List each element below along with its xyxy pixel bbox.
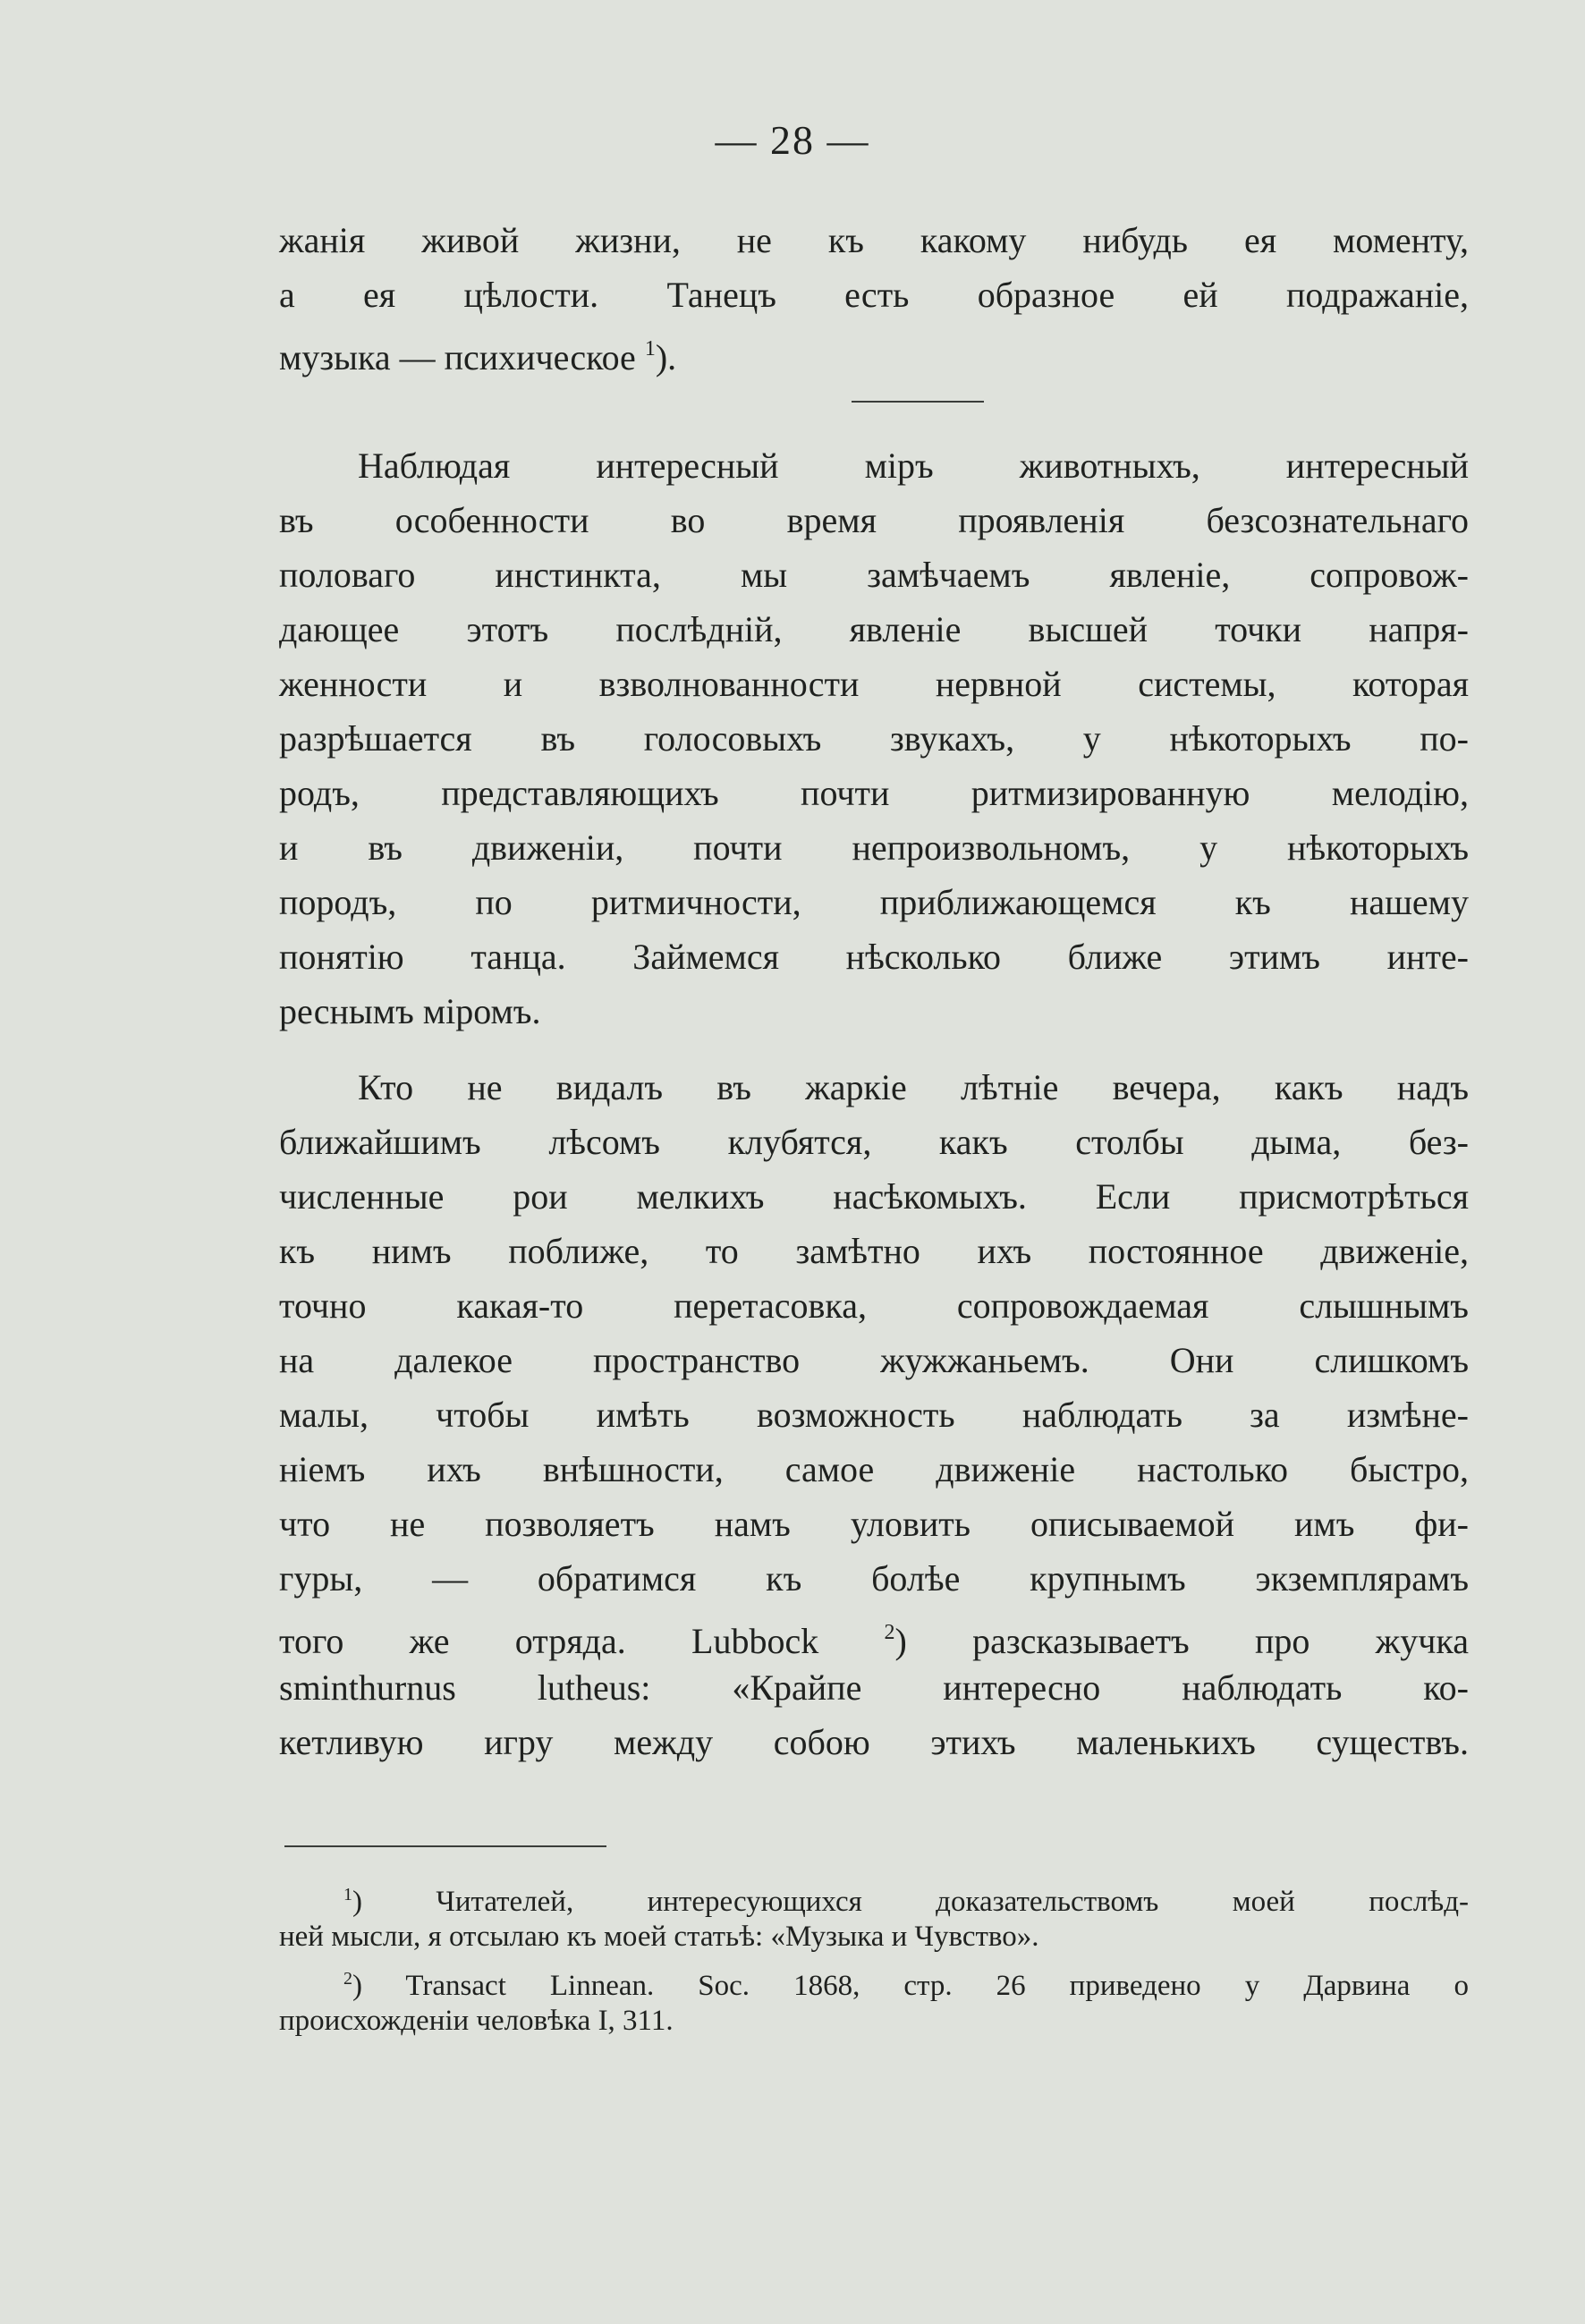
text-line-content: музыка — психическое bbox=[279, 337, 636, 377]
text-line: Кто не видалъ въ жаркіе лѣтніе вечера, какъ надъ bbox=[358, 1067, 1469, 1107]
footnote-text: ) Читателей, интересующихся доказательствомъ моей послѣд- bbox=[352, 1886, 1469, 1918]
text-line-content: того же отряда. Lubbock bbox=[279, 1621, 819, 1661]
text-line: точно какая-то перетасовка, сопровождаемая слышнымъ bbox=[279, 1285, 1469, 1326]
footnote-1-line bbox=[279, 1874, 1469, 1916]
text-line: малы, чтобы имѣть возможность наблюдать за измѣне- bbox=[279, 1395, 1469, 1435]
footnote-mark: 1 bbox=[343, 1885, 352, 1904]
text-line: половаго инстинкта, мы замѣчаемъ явленіе, сопровож- bbox=[279, 555, 1469, 595]
text-line bbox=[279, 322, 1469, 377]
text-line: и въ движеніи, почти непроизвольномъ, у нѣкоторыхъ bbox=[279, 827, 1469, 868]
text-line: численные рои мелкихъ насѣкомыхъ. Если присмотрѣться bbox=[279, 1176, 1469, 1217]
footnote-mark: 2 bbox=[884, 1621, 895, 1644]
text-line: женности и взволнованности нервной системы, которая bbox=[279, 664, 1469, 704]
text-line: кетливую игру между собою этихъ маленькихъ существъ. bbox=[279, 1722, 1469, 1762]
footnote-2-line: происхожденіи человѣка I, 311. bbox=[279, 2005, 674, 2037]
text-line: ближайшимъ лѣсомъ клубятся, какъ столбы дыма, без- bbox=[279, 1122, 1469, 1162]
footnote-mark: 1 bbox=[644, 337, 656, 360]
text-line-content: ) разсказываетъ про жучка bbox=[894, 1621, 1469, 1661]
text-line: а ея цѣлости. Танецъ есть образное ей подражаніе, bbox=[279, 275, 1469, 315]
text-line bbox=[279, 1606, 1469, 1660]
text-line: гуры, — обратимся къ болѣе крупнымъ экземплярамъ bbox=[279, 1558, 1469, 1599]
text-line: жанія живой жизни, не къ какому нибудь ея моменту, bbox=[279, 220, 1469, 260]
text-line: родъ, представляющихъ почти ритмизированную мелодію, bbox=[279, 773, 1469, 813]
text-line: что не позволяетъ намъ уловить описываемой имъ фи- bbox=[279, 1504, 1469, 1544]
footnote-divider bbox=[284, 1845, 606, 1847]
text-line: Наблюдая интересный міръ животныхъ, интересный bbox=[358, 445, 1469, 486]
paragraph-gap bbox=[279, 1039, 1469, 1060]
text-line: въ особенности во время проявленія безсознательнаго bbox=[279, 500, 1469, 540]
paragraph-animals bbox=[279, 438, 1469, 1769]
text-line: дающее этотъ послѣдній, явленіе высшей точки напря- bbox=[279, 609, 1469, 649]
top-paragraph-continuation bbox=[279, 213, 1469, 377]
text-line: породъ, по ритмичности, приближающемся къ нашему bbox=[279, 882, 1469, 922]
section-divider bbox=[852, 401, 984, 403]
text-line: разрѣшается въ голосовыхъ звукахъ, у нѣкоторыхъ по- bbox=[279, 718, 1469, 759]
footnote-2-line bbox=[279, 1958, 1469, 2000]
footnote-mark: 2 bbox=[343, 1969, 352, 1989]
footnote-1-line: ней мысли, я отсылаю къ моей статьѣ: «Музыка и Чувство». bbox=[279, 1921, 1039, 1953]
footnote-text: ) Transact Linnean. Soc. 1868, стр. 26 приведено у Дарвина о bbox=[352, 1970, 1469, 2002]
page-number: — 28 — bbox=[715, 117, 870, 163]
text-line-tail: ). bbox=[655, 337, 677, 377]
footnotes bbox=[279, 1874, 1469, 2042]
text-line: ніемъ ихъ внѣшности, самое движеніе настолько быстро, bbox=[279, 1449, 1469, 1489]
text-line: къ нимъ поближе, то замѣтно ихъ постоянное движеніе, bbox=[279, 1231, 1469, 1271]
text-line: на далекое пространство жужжаньемъ. Они слишкомъ bbox=[279, 1340, 1469, 1380]
text-line: реснымъ міромъ. bbox=[279, 991, 541, 1031]
text-line: понятію танца. Займемся нѣсколько ближе этимъ инте- bbox=[279, 937, 1469, 977]
text-line: sminthurnus lutheus: «Крайпе интересно наблюдать ко- bbox=[279, 1667, 1469, 1708]
